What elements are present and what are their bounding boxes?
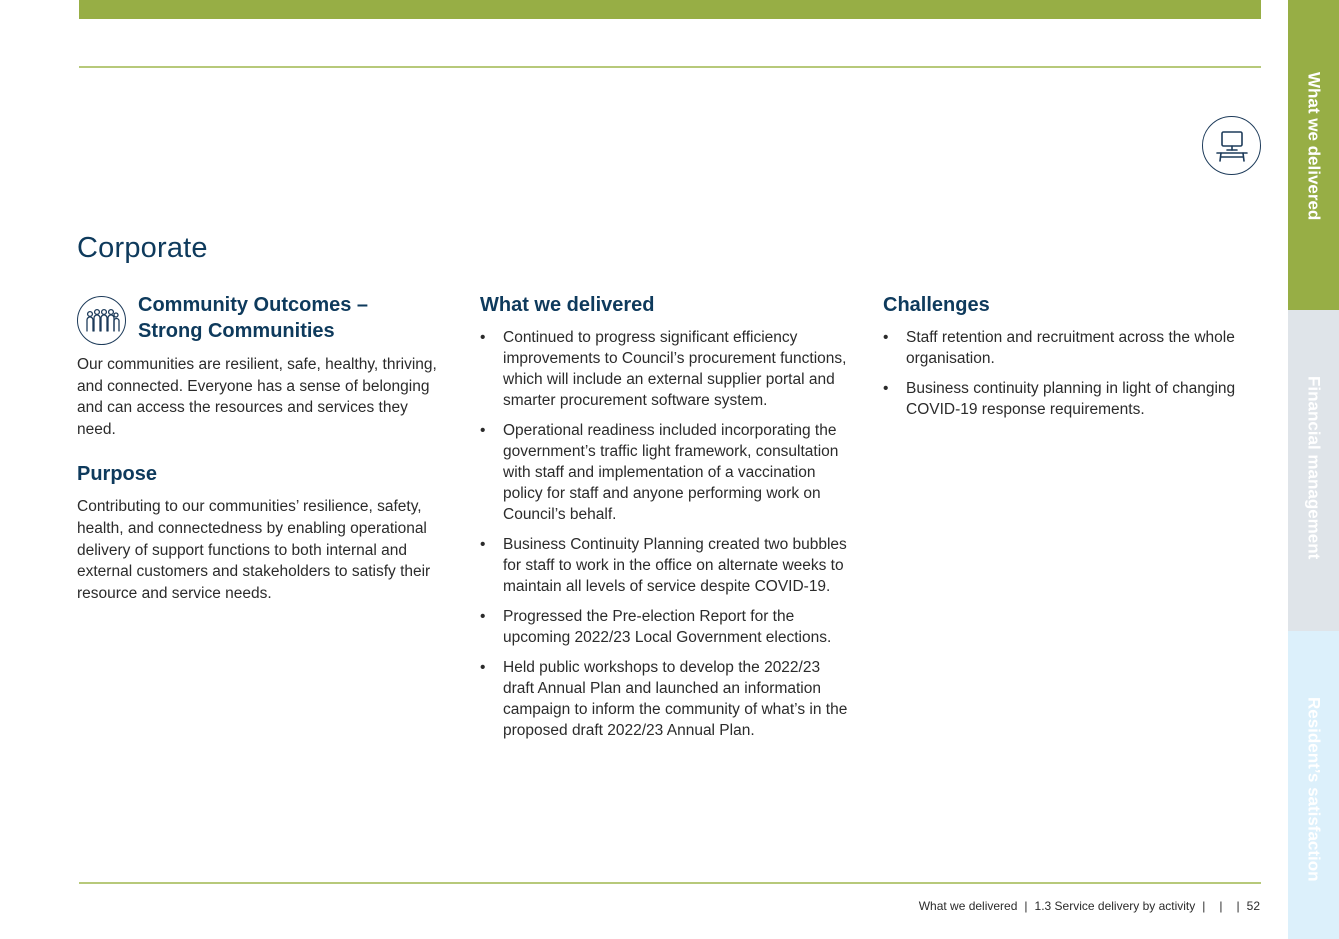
challenges-list (883, 327, 1243, 420)
what-we-delivered-heading: What we delivered (480, 294, 655, 316)
footer-section: What we delivered (918, 899, 1018, 913)
list-item: • Business Continuity Planning created two bubbles for staff to work in the office on alternate weeks to maintain all levels of service despite COVID-19. (480, 534, 855, 597)
tab-label: Financial management (1304, 376, 1324, 560)
challenges-column (883, 292, 1243, 429)
outcome-column (77, 292, 447, 604)
list-item: • Business continuity planning in light of changing COVID-19 response requirements. (883, 378, 1243, 420)
community-outcome-description: Our communities are resilient, safe, healthy, thriving, and connected. Everyone has a sense of belonging and can access the resources and services they need. (77, 356, 437, 438)
computer-desk-icon (1202, 116, 1261, 175)
header-divider (79, 66, 1261, 68)
tab-financial-management[interactable] (1288, 310, 1339, 631)
delivered-list (480, 327, 855, 741)
delivered-column (480, 292, 855, 750)
tab-what-we-delivered[interactable] (1288, 0, 1339, 310)
tab-label: What we delivered (1304, 72, 1324, 221)
purpose-heading: Purpose (77, 463, 158, 486)
footer-divider (79, 882, 1261, 884)
tab-label: Resident’s satisfaction (1304, 697, 1324, 882)
challenges-heading: Challenges (883, 294, 990, 316)
list-item: • Operational readiness included incorporating the government’s traffic light framework, consultation with staff and implementation of a vaccination policy for staff and anyone performing work on Council’s behalf. (480, 420, 855, 525)
tab-residents-satisfaction[interactable] (1288, 631, 1339, 939)
list-item: • Held public workshops to develop the 2022/23 draft Annual Plan and launched an information campaign to inform the community of what’s in the proposed draft 2022/23 Annual Plan. (480, 657, 855, 741)
page-number: 52 (1246, 899, 1260, 913)
page-title: Corporate (77, 232, 208, 264)
page-footer: What we delivered | 1.3 Service delivery by activity | | | 52 (918, 899, 1260, 913)
footer-subsection: 1.3 Service delivery by activity (1034, 899, 1196, 913)
purpose-text: Contributing to our communities’ resilience, safety, health, and connectedness by enabling operational delivery of support functions to both internal and external customers and stakeholders to satisfy their resource and service needs. (77, 498, 431, 602)
people-group-icon (77, 296, 126, 345)
list-item: • Staff retention and recruitment across the whole organisation. (883, 327, 1243, 369)
list-item: • Continued to progress significant efficiency improvements to Council’s procurement functions, which will include an external supplier portal and smarter procurement software system. (480, 327, 855, 411)
section-tabs (1288, 0, 1339, 939)
list-item: • Progressed the Pre-election Report for the upcoming 2022/23 Local Government elections. (480, 606, 855, 648)
top-accent-bar (79, 0, 1261, 19)
community-outcome-title: Community Outcomes – Strong Communities (138, 294, 369, 342)
community-outcome-header (77, 292, 447, 345)
